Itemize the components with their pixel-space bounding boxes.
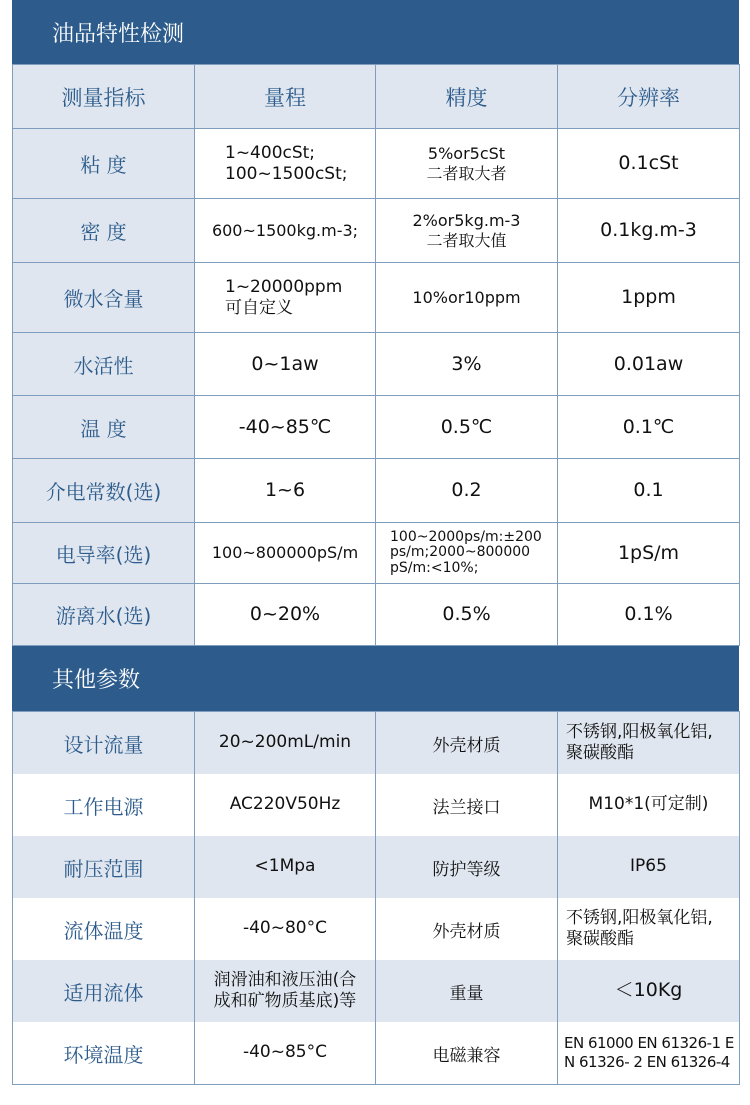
row-label: 微水含量 [13,263,195,333]
other-params-table [12,711,740,1085]
row-label: 水活性 [13,333,195,396]
table-row [13,1022,740,1085]
value-line: AC220V50Hz [229,794,341,815]
range-line: 可自定义 [225,297,293,318]
resolution-cell: 0.1 [558,459,740,523]
row-label: 粘 度 [13,129,195,199]
range-cell [195,523,376,584]
value-line: 润滑油和液压油(合 [213,969,357,990]
accuracy-cell [376,199,558,263]
param-label: 重量 [376,960,558,1022]
row-label: 电导率(选) [13,523,195,584]
header-metric: 测量指标 [13,65,195,129]
row-label: 介电常数(选) [13,459,195,523]
accuracy-line: 二者取大者 [426,163,507,183]
range-cell [195,396,376,459]
value-line: 不锈钢,阳极氧化铝, [566,721,713,742]
param-value [558,712,740,775]
resolution-cell: 1pS/m [558,523,740,584]
param-value [195,836,376,898]
table-row [13,584,740,646]
value-line: 不锈钢,阳极氧化铝, [566,907,713,928]
range-cell [195,584,376,646]
table-row [13,199,740,263]
value-line: 聚碳酸酯 [566,929,634,949]
accuracy-line: 5%or5cSt [427,144,506,164]
range-line: 100~800000pS/m [211,543,359,563]
value-line: M10*1(可定制) [588,794,709,815]
accuracy-cell [376,584,558,646]
resolution-cell: 0.1% [558,584,740,646]
section-title-text: 其他参数 [52,668,141,693]
value-line: IP65 [630,856,667,877]
param-label: 法兰接口 [376,774,558,836]
value-line: -40~80°C [242,918,327,939]
param-value [195,960,376,1022]
param-label: 电磁兼容 [376,1022,558,1085]
range-cell [195,263,376,333]
range-line: 1~20000ppm [225,277,343,298]
accuracy-line: ps/m;2000~800000 [390,544,531,561]
accuracy-cell [376,129,558,199]
param-value [558,960,740,1022]
accuracy-line: pS/m:<10%; [390,559,479,576]
section-title-other-params [12,646,739,711]
param-label: 设计流量 [13,712,195,775]
table-row [13,836,740,898]
header-range: 量程 [195,65,376,129]
row-label: 游离水(选) [13,584,195,646]
resolution-cell: 0.01aw [558,333,740,396]
value-line: ＜10Kg [614,979,683,1002]
range-cell [195,199,376,263]
table-row [13,774,740,836]
param-value [195,898,376,960]
resolution-cell: 0.1kg.m-3 [558,199,740,263]
param-value [558,774,740,836]
row-label: 密 度 [13,199,195,263]
accuracy-line: 10%or10ppm [412,287,521,307]
table-row [13,129,740,199]
accuracy-line: 3% [451,352,482,375]
section-title-text: 油品特性检测 [52,21,185,47]
range-cell [195,129,376,199]
table-row [13,396,740,459]
value-line: 聚碳酸酯 [566,743,634,763]
header-accuracy: 精度 [376,65,558,129]
param-value [195,1022,376,1085]
value-line: EN 61000 EN 61326-1 E [564,1034,734,1053]
spec-sheet [12,0,739,1085]
range-line: 0~20% [249,603,321,626]
param-label: 适用流体 [13,960,195,1022]
table-row [13,712,740,775]
value-line: -40~85°C [242,1042,327,1063]
table-row [13,960,740,1022]
oil-properties-table [12,64,740,646]
table-row [13,263,740,333]
param-label: 外壳材质 [376,712,558,775]
table-row [13,898,740,960]
accuracy-cell [376,263,558,333]
param-value [558,836,740,898]
accuracy-cell [376,396,558,459]
param-value [558,1022,740,1085]
value-line: N 61326- 2 EN 61326-4 [564,1053,730,1071]
accuracy-line: 0.5℃ [440,415,493,438]
resolution-cell: 0.1cSt [558,129,740,199]
row-label: 温 度 [13,396,195,459]
range-line: 1~400cSt; [225,143,316,164]
accuracy-line: 0.5% [442,603,491,626]
accuracy-line: 二者取大值 [426,230,507,250]
table-row [13,459,740,523]
accuracy-cell [376,459,558,523]
resolution-cell: 0.1℃ [558,396,740,459]
accuracy-cell [376,523,558,584]
param-label: 环境温度 [13,1022,195,1085]
range-line: -40~85℃ [238,415,332,438]
header-resolution: 分辨率 [558,65,740,129]
accuracy-cell [376,333,558,396]
param-value [195,774,376,836]
resolution-cell: 1ppm [558,263,740,333]
param-label: 耐压范围 [13,836,195,898]
range-line: 0~1aw [251,352,319,375]
section-title-oil-properties [12,0,739,64]
value-line: 20~200mL/min [218,732,352,753]
param-label: 外壳材质 [376,898,558,960]
table-row [13,523,740,584]
table-row [13,333,740,396]
param-value [195,712,376,775]
table-header-row [13,65,740,129]
param-label: 流体温度 [13,898,195,960]
accuracy-line: 100~2000ps/m:±200 [390,528,542,545]
range-line: 1~6 [264,479,306,502]
accuracy-line: 2%or5kg.m-3 [412,211,521,231]
range-cell [195,459,376,523]
accuracy-line: 0.2 [451,479,482,502]
value-line: <1Mpa [254,856,316,877]
value-line: 成和矿物质基底)等 [213,991,357,1011]
range-cell [195,333,376,396]
param-value [558,898,740,960]
range-line: 600~1500kg.m-3; [211,220,359,240]
range-line: 100~1500cSt; [225,163,348,184]
param-label: 工作电源 [13,774,195,836]
param-label: 防护等级 [376,836,558,898]
